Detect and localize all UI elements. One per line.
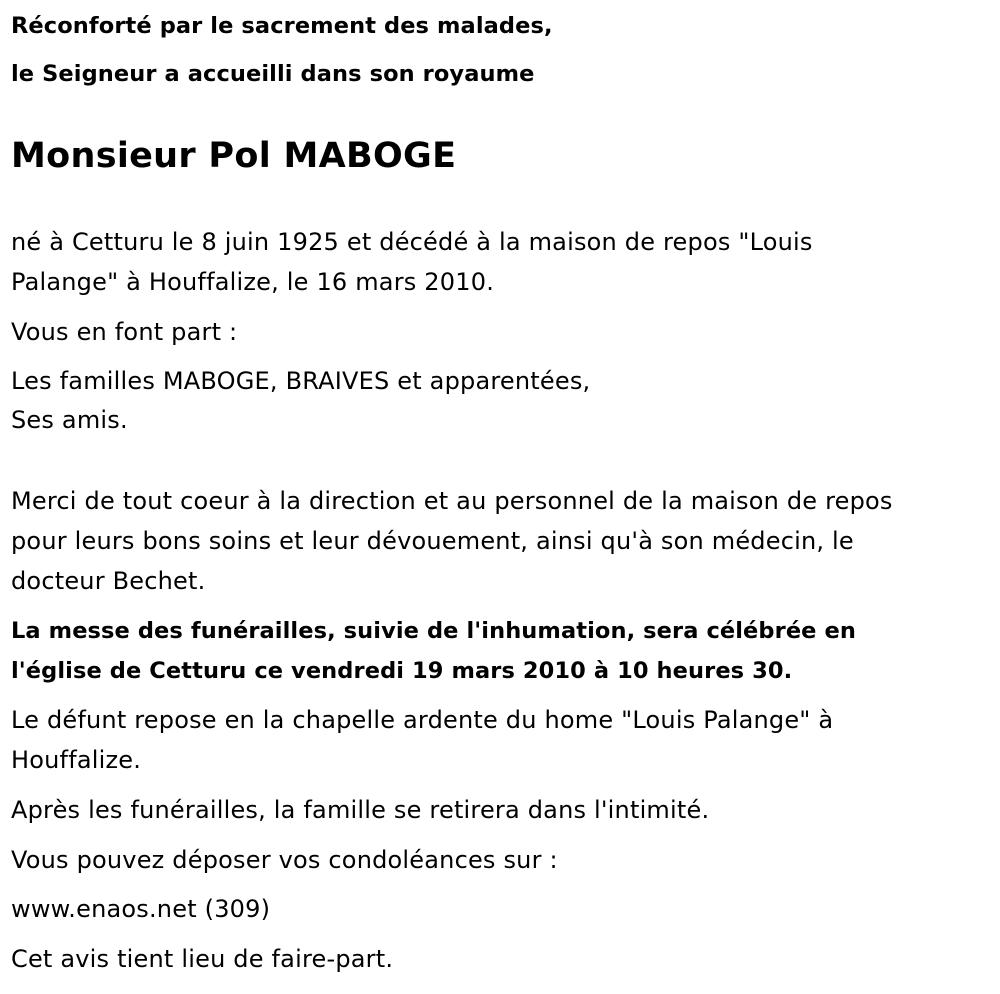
condolences-text: Vous pouvez déposer vos condoléances sur : (11, 846, 558, 874)
families-line-1: Les familles MABOGE, BRAIVES et apparentées, (11, 367, 591, 395)
funeral-line-1: La messe des funérailles, suivie de l'inhumation, sera célébrée en (11, 618, 856, 644)
birth-death-line-2: Palange" à Houffalize, le 16 mars 2010. (11, 268, 495, 296)
birth-death-line-1: né à Cetturu le 8 juin 1925 et décédé à la maison de repos "Louis (11, 228, 813, 256)
thanks-line-1: Merci de tout coeur à la direction et au personnel de la maison de repos (11, 487, 893, 515)
announce-text: Vous en font part : (11, 318, 238, 346)
website-text: www.enaos.net (309) (11, 895, 271, 923)
thanks-line-3: docteur Bechet. (11, 567, 206, 595)
rest-line-2: Houffalize. (11, 746, 142, 774)
thanks-line-2: pour leurs bons soins et leur dévouement, ainsi qu'à son médecin, le (11, 527, 854, 555)
intro-line-1: Réconforté par le sacrement des malades, (11, 13, 553, 39)
rest-line-1: Le défunt repose en la chapelle ardente du home "Louis Palange" à (11, 706, 834, 734)
intimacy-text: Après les funérailles, la famille se retirera dans l'intimité. (11, 796, 710, 824)
funeral-line-2: l'église de Cetturu ce vendredi 19 mars 2010 à 10 heures 30. (11, 658, 793, 684)
intro-line-2: le Seigneur a accueilli dans son royaume (11, 61, 535, 87)
notice-text: Cet avis tient lieu de faire-part. (11, 945, 394, 973)
families-line-2: Ses amis. (11, 406, 128, 434)
deceased-name: Monsieur Pol MABOGE (11, 136, 457, 176)
